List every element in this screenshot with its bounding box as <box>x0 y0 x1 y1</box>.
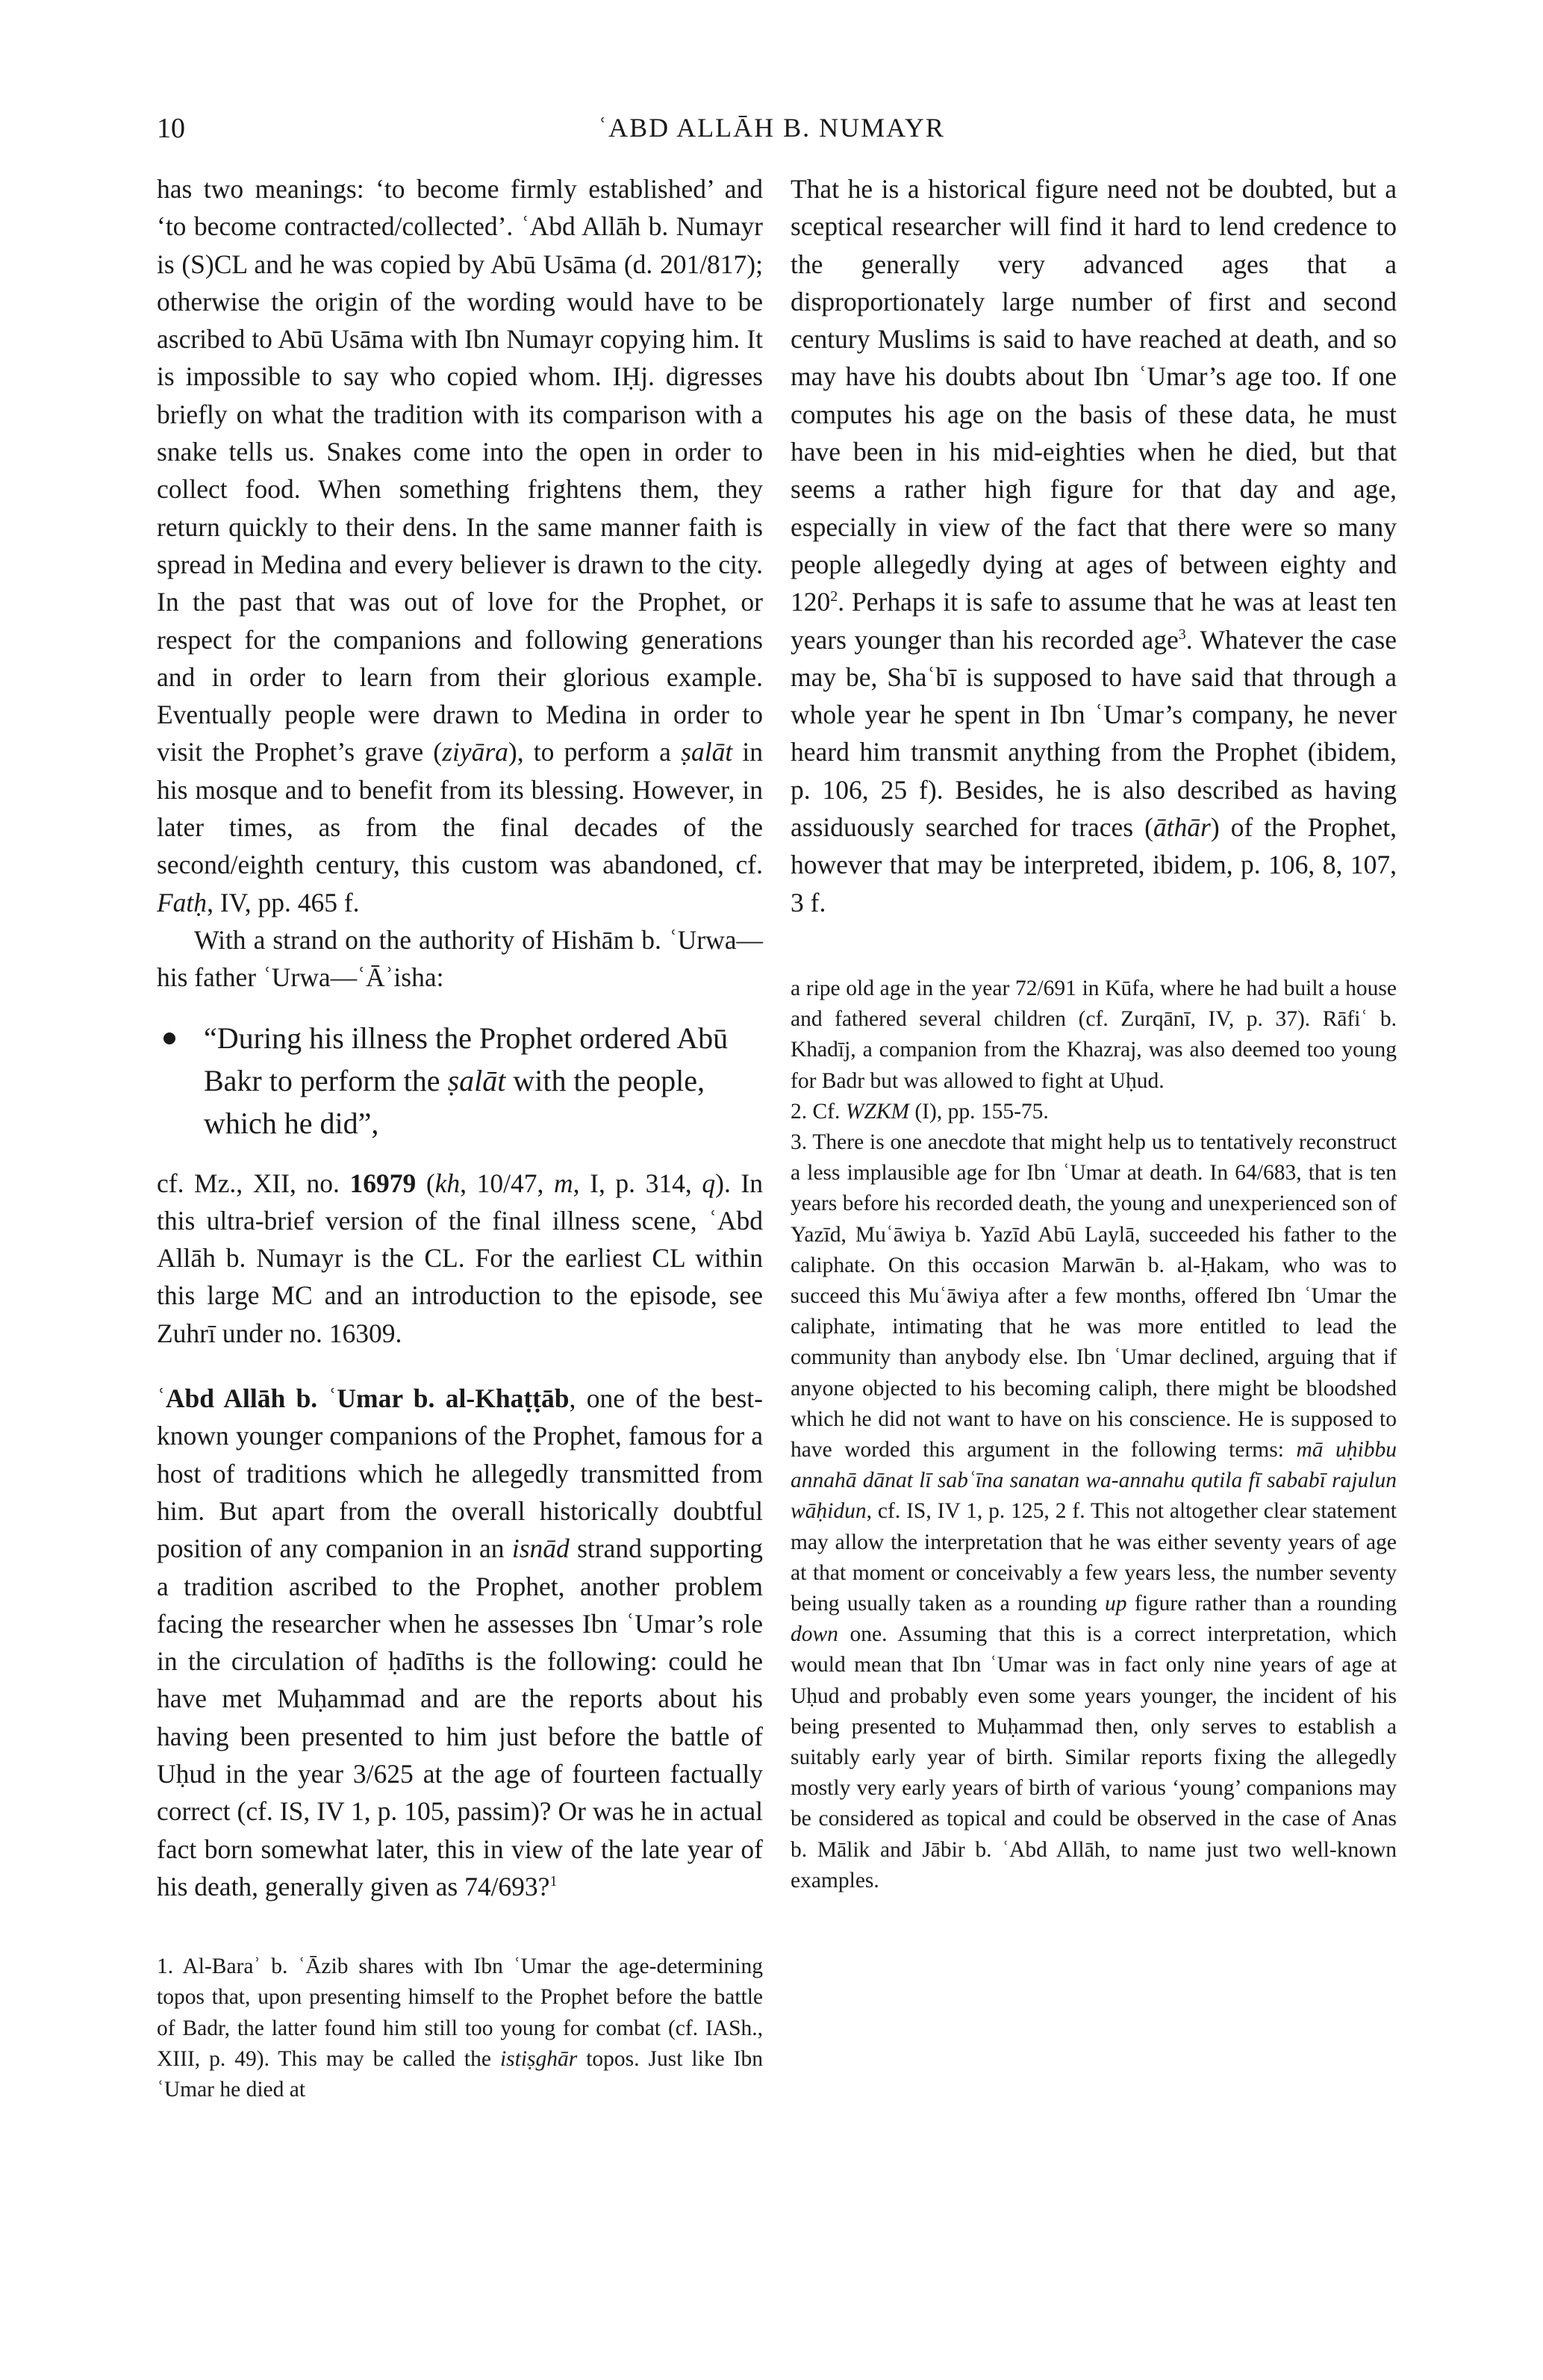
paragraph-strand-intro: With a strand on the authority of Hishām b. ʿUrwa—his father ʿUrwa—ʿĀʾisha: <box>157 924 763 993</box>
section-heading: ʿAbd Allāh b. ʿUmar b. al-Khaṭṭāb <box>157 1383 570 1414</box>
footnote-2: 2. Cf. WZKM (I), pp. 155-75. <box>791 1099 1049 1124</box>
footnote-3: 3. There is one anecdote that might help us to tentatively reconstruct a less implausible age for Ibn ʿUmar at death. In 64/683, that is ten years before his recorded death, the young and unexperienced son of Yazīd, Muʿāwiya b. Yazīd Abū Laylā, succeeded his father to the caliphate. On this occasion Marwān b. al-Ḥakam, who was to succeed this Muʿāwiya after a few months, offered Ibn ʿUmar the caliphate, intimating that he was more entitled to lead the community than anybody else. Ibn ʿUmar declined, arguing that if anyone objected to his becoming caliph, there might be bloodshed which he did not want to have on his conscience. He is supposed to have worded this argument in the following terms: mā uḥibbu annahā dānat lī sabʿīna sanatan wa-annahu qutila fī sababī rajulun wāḥidun, cf. IS, IV 1, p. 125, 2 f. This not altogether clear statement may allow the interpretation that he was either seventy years of age at that moment or conceivably a few years less, the number seventy being usually taken as a rounding up figure rather than a rounding down one. Assuming that this is a correct interpretation, which would mean that Ibn ʿUmar was in fact only nine years of age at Uḥud and probably even some years younger, the incident of his being presented to Muḥammad then, only serves to establish a suitably early year of birth. Similar reports fixing the allegedly mostly very early years of birth of various ‘young’ companions may be considered as topical and could be observed in the case of Anas b. Mālik and Jābir b. ʿAbd Allāh, to name just two well-known examples. <box>791 1130 1397 1893</box>
left-column <box>157 170 763 2105</box>
right-column <box>791 170 1397 1896</box>
page-number: 10 <box>157 113 185 144</box>
section-ibn-umar: ʿAbd Allāh b. ʿUmar b. al-Khaṭṭāb, one of the best-known younger companions of the Prophet, famous for a host of traditions which he allegedly transmitted from him. But apart from the overall historically doubtful position of any companion in an isnād strand supporting a tradition ascribed to the Prophet, another problem facing the researcher when he assesses Ibn ʿUmar’s role in the circulation of ḥadīths is the following: could he have met Muḥammad and are the reports about his having been presented to him just before the battle of Uḥud in the year 3/625 at the age of fourteen factually correct (cf. IS, IV 1, p. 105, passim)? Or was he in actual fact born somewhat later, this in view of the late year of his death, generally given as 74/693?$^1$ <box>157 1383 764 1901</box>
footnotes-block <box>791 974 1397 1896</box>
paragraph-historical-figure: That he is a historical figure need not be doubted, but a sceptical researcher will find it hard to lend credence to the generally very advanced ages that a disproportionately large number of first and second century Muslims is said to have reached at death, and so may have his doubts about Ibn ʿUmar’s age too. If one computes his age on the basis of these data, he must have been in his mid-eighties when he died, but that seems a rather high figure for that day and age, especially in view of the fact that there were so many people allegedly dying at ages of between eighty and $120^2$. Perhaps it is safe to assume that he was at least ten years younger than his recorded age$^3$. Whatever the case may be, Shaʿbī is supposed to have said that through a whole year he spent in Ibn ʿUmar’s company, he never heard him transmit anything from the Prophet (ibidem, p. 106, 25 f). Besides, he is also described as having assiduously searched for traces (āthār) of the Prophet, however that may be interpreted, ibidem, p. 106, 8, 107, 3 f. <box>791 174 1397 918</box>
bullet-icon <box>163 1032 175 1044</box>
footnote-1-continued: a ripe old age in the year 72/691 in Kūfa, where he had built a house and fathered several children (cf. Zurqānī, IV, p. 37). Rāfiʿ b. Khadīj, a companion from the Khazraj, was also deemed too young for Badr but was allowed to fight at Uḥud. <box>791 976 1397 1093</box>
paragraph-tradition-commentary: has two meanings: ‘to become firmly established’ and ‘to become contracted/collected’. ʿAbd Allāh b. Numayr is (S)CL and he was copied by Abū Usāma (d. 201/817); otherwise the origin of the wording would have to be ascribed to Abū Usāma with Ibn Numayr copying him. It is impossible to say who copied whom. IḤj. digresses briefly on what the tradition with its comparison with a snake tells us. Snakes come into the open in order to collect food. When something frightens them, they return quickly to their dens. In the same manner faith is spread in Medina and every believer is drawn to the city. In the past that was out of love for the Prophet, or respect for the companions and following generations and in order to learn from their glorious example. Eventually people were drawn to Medina in order to visit the Prophet’s grave (ziyāra), to perform a ṣalāt in his mosque and to benefit from its blessing. However, in later times, as from the final decades of the second/eighth century, this custom was abandoned, cf. Fatḥ, IV, pp. 465 f. <box>157 174 764 918</box>
tradition-quote: “During his illness the Prophet ordered Abū Bakr to perform the ṣalāt with the people, which he did”, <box>157 1017 763 1144</box>
running-head: ʿABD ALLĀH B. NUMAYR <box>598 113 945 143</box>
footnote-1: 1. Al-Baraʾ b. ʿĀzib shares with Ibn ʿUmar the age-determining topos that, upon presenting himself to the Prophet before the battle of Badr, the latter found him still too young for combat (cf. IASh., XIII, p. 49). This may be called the istiṣghār topos. Just like Ibn ʿUmar he died at <box>157 1954 763 2102</box>
paragraph-citation: cf. Mz., XII, no. 16979 (kh, 10/47, m, I, p. 314, q). In this ultra-brief version of the final illness scene, ʿAbd Allāh b. Numayr is the CL. For the earliest CL within this large MC and an introduction to the episode, see Zuhrī under no. 16309. <box>157 1168 763 1348</box>
